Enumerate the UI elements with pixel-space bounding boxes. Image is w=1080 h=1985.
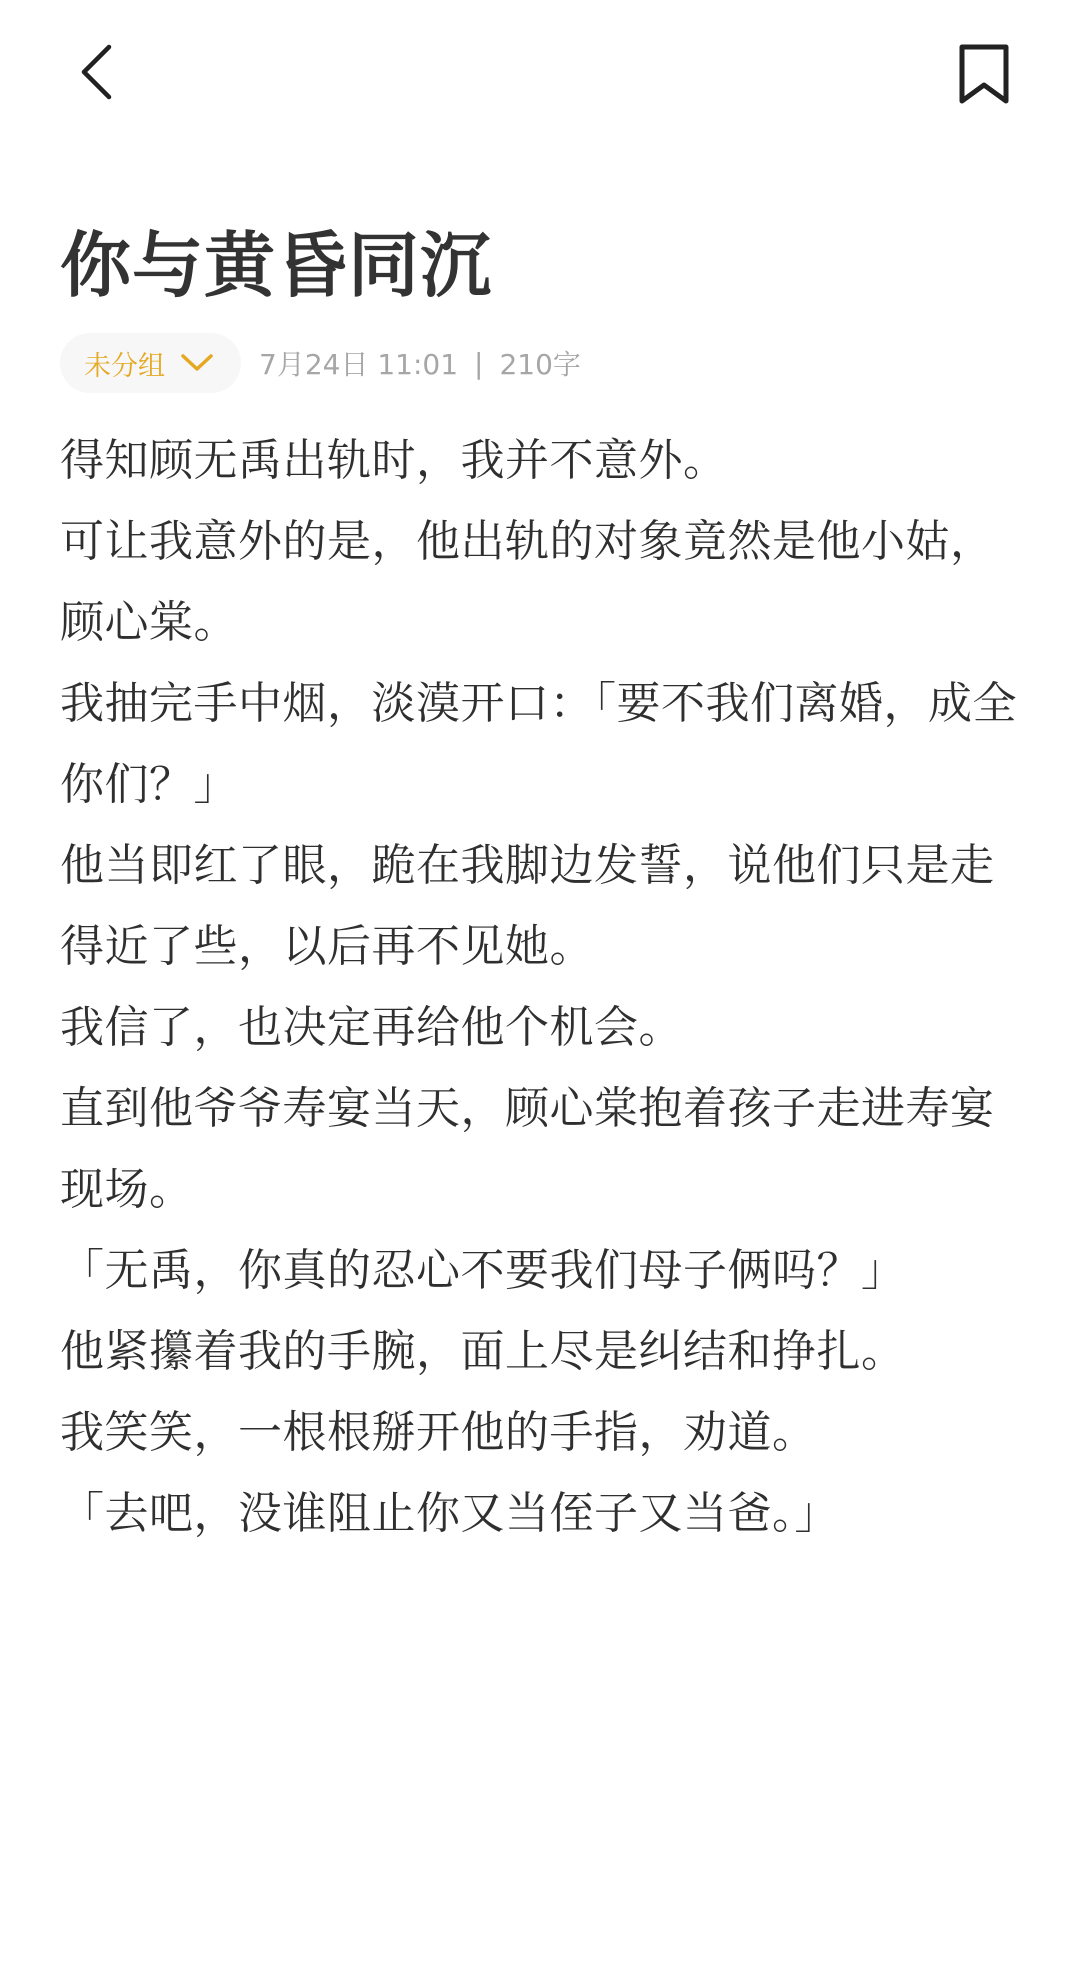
word-count: 210字: [499, 348, 581, 381]
chevron-left-icon: [79, 44, 113, 100]
paragraph: 得知顾无禹出轨时，我并不意外。: [60, 435, 728, 486]
paragraph: 他当即红了眼，跪在我脚边发誓，说他们只是走得近了些，以后再不见她。: [60, 840, 995, 972]
paragraph: 「去吧，没谁阻止你又当侄子又当爸。」: [60, 1488, 839, 1539]
note-meta: [60, 333, 581, 393]
paragraph: 我笑笑，一根根掰开他的手指，劝道。: [60, 1407, 817, 1458]
paragraph: 我信了，也决定再给他个机会。: [60, 1002, 683, 1053]
paragraph: 「无禹，你真的忍心不要我们母子俩吗？」: [60, 1245, 906, 1296]
note-title: 你与黄昏同沉: [60, 224, 493, 307]
paragraph: 可让我意外的是，他出轨的对象竟然是他小姑，顾心棠。: [60, 516, 995, 648]
bookmark-icon: [958, 43, 1010, 105]
chevron-down-icon: [179, 352, 215, 374]
note-body[interactable]: [60, 420, 1030, 1554]
meta-info: [259, 343, 581, 383]
meta-separator: |: [474, 346, 484, 380]
group-selector[interactable]: [60, 333, 241, 393]
top-bar: [0, 0, 1080, 150]
note-date: 7月24日 11:01: [259, 348, 459, 381]
paragraph: 直到他爷爷寿宴当天，顾心棠抱着孩子走进寿宴现场。: [60, 1083, 995, 1215]
paragraph: 他紧攥着我的手腕，面上尽是纠结和挣扎。: [60, 1326, 906, 1377]
bookmark-button[interactable]: [950, 36, 1018, 112]
paragraph: 我抽完手中烟，淡漠开口：「要不我们离婚，成全你们？」: [60, 678, 1017, 810]
back-button[interactable]: [66, 38, 126, 106]
group-label: 未分组: [84, 350, 165, 382]
